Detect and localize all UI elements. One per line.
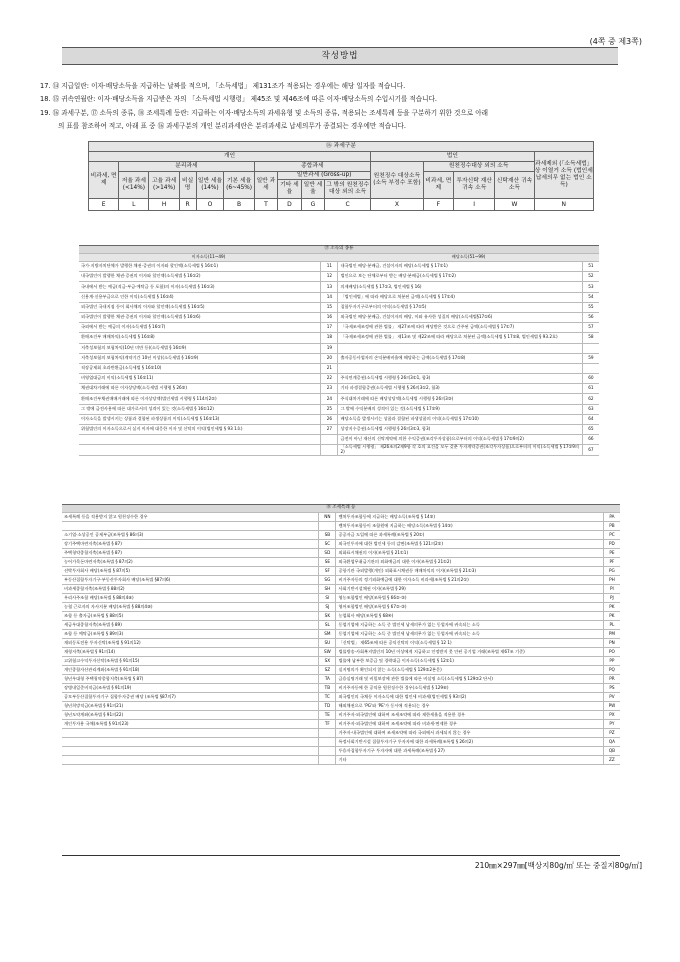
table-row [62,747,620,756]
table-row [62,630,620,639]
table-row [62,558,620,567]
left-code [319,756,336,765]
right-description: 거주자·내국법인에 대하여 조세조약에 따라 국외에서 과세되지 않는 경우 [336,729,603,738]
separate-taxation-header: 분리과세 [119,162,254,172]
left-description: 소기업·소상공인 공제부금(조특법 § 86의3) [62,531,319,540]
left-code: SL [319,621,336,630]
right-code: 60 [582,374,599,384]
table-row [79,282,599,292]
left-description [62,756,319,765]
tax-class-code: N [534,199,593,211]
left-description [79,435,321,445]
right-description: 영농조합법인 배당(조특법 § 66②·③) [336,594,603,603]
right-description: 법률에 납부한 보증금 및 경락대금 이자소득(소득세법 § 12①1) [336,657,603,666]
right-code: PA [603,513,620,522]
right-description: 출자공동사업자의 손익분배비율에 해당하는 금액(소득세법 § 17①8) [338,353,582,363]
table-row [62,567,620,576]
table-row [79,333,599,343]
left-description: 국가·지방자치단체가 발행한 채권·증권의 이자와 할인액(소득세법 § 16①1) [79,262,321,272]
left-code: 23 [321,384,338,394]
other-rate-header: 기타 세율 [278,180,302,199]
section-title: 작성방법 [62,47,618,65]
table-row [62,648,620,657]
tax-class-code: D [278,199,302,211]
table-row [62,675,620,684]
left-code: 13 [321,282,338,292]
right-description: 비거주자·외국법인에 대하여 조세조약에 따라 비과세·면제한 경우 [336,720,603,729]
table-row [62,594,620,603]
left-code: 11 [321,262,338,272]
right-description: 사회기반시설채권 이자(조특법 § 29) [336,585,603,594]
tax-class-code: X [371,199,424,211]
tax-class-code: L [119,199,149,211]
tax-class-code: C [325,199,371,211]
right-code: PL [603,621,620,630]
left-code: SE [319,558,336,567]
table-row [79,404,599,414]
right-description: 법률방송·사회복지법인의 10년 이상에게 지급하고 인정받지 못 안된 공기업 거래(조특법 제67조 기준) [336,648,603,657]
table-row [62,522,620,531]
table-row [62,702,620,711]
left-description: 조합 등 출자금(조특법 § 88의5) [62,612,319,621]
left-code: 27 [321,425,338,435]
left-code [321,445,338,456]
left-description: 국외에서 받는 예금의 이자(소득세법 § 16①7) [79,323,321,333]
right-description: 기타 파생결합증권(소득세법 시행령 § 26의3①2, 합3) [338,384,582,394]
left-code [319,747,336,756]
corp-nonresident-header: 비과세, 면제 [423,172,453,199]
left-description: 우리사주조합 배당(조특법 § 88의4⑨) [62,594,319,603]
income-types-caption: ⑰ 소득의 종류 [79,246,599,254]
table-row [79,363,599,373]
tax-exempt-header: 과세제외 (「소득세법」상 이열거 소득 (법인세 납세의무 없는 법인 소득) [534,152,593,199]
right-description: 동업기업에 지급하는 소득 중 법인세 납세의무가 없는 동업자에 귀속되는 소득 [336,621,603,630]
left-description: 환매조건부채권매매거래에 따른 이자상당액(법인세법 시행령 § 114의2②) [79,394,321,404]
withholding-target-header: 원천징수 대상소득 (소득 부정수 포함) [371,162,424,199]
left-code: SW [319,648,336,657]
table-row [79,374,599,384]
right-code: 57 [582,323,599,333]
left-code: SJ [319,603,336,612]
right-description: 벤처투자조합등이 조합원에 지급하는 배당소득(조특법 § 14③) [336,522,603,531]
right-description: 집합투자기구로부터의 이익(소득세법 § 17①5) [338,302,582,312]
table-row [79,384,599,394]
left-description: 주택청약종합저축(조특법 § 87) [62,549,319,558]
table-row [62,585,620,594]
nonresident-header: 비과세, 면제 [89,162,119,199]
right-code: PV [603,693,620,702]
tax-class-caption: ⑯ 과세구분 [89,142,594,152]
table-row [62,720,620,729]
right-code: QB [603,747,620,756]
left-description: 조세특례 등을 적용받지 않고 원천징수한 경우 [62,513,319,522]
right-description: 그 밖에 수익분배의 성격이 있는 것(소득세법 § 17①9) [338,404,582,414]
tax-special-caption: ⑱ 조세특례 등 [62,505,620,513]
right-description: 외화표시채권의 이자(조특법 § 21①1) [336,549,603,558]
right-description: 비거주자·외국법인에 대하여 조세조약에 따라 제한세율을 적용한 경우 [336,711,603,720]
left-description: 재형저축(조특법 § 91의14) [62,648,319,657]
left-code: 25 [321,404,338,414]
comprehensive-header: 종합과세 [254,162,370,172]
right-description: 동업기업에 지급하는 소득 중 법인세 납세의무가 없는 동업자에 귀속되는 소득 [336,630,603,639]
right-description: 의제배당(소득세법 § 17①3, 법인세법 § 16) [338,282,582,292]
right-code [582,363,599,373]
right-description: 주식연계증권(소득세법 시행령 § 26의3①1, 합3) [338,374,582,384]
right-code: PD [603,540,620,549]
table-row [62,666,620,675]
withholding-excluded-header: 원천징수대상 외의 소득 [423,162,534,172]
left-code [319,738,336,747]
right-description: 법인으로 보는 단체로부터 받는 배당·분배금(소득세법 § 17①2) [338,272,582,282]
right-code: 54 [582,292,599,302]
note-18: 18. ⑮ 귀속연월란: 이자·배당소득을 지급받은 자의 「소득세법 시행령」 제45조 및 제46조에 따른 이자·배당소득의 수입시기를 적습니다. [40,95,438,104]
left-code: SC [319,540,336,549]
right-code: 56 [582,312,599,322]
low-rate-header: 저율 과세 (<14%) [119,172,149,199]
table-row [62,693,620,702]
table-row [79,262,599,272]
left-description: 신용계·신용부금으로 인한 이익(소득세법 § 16①4) [79,292,321,302]
right-description: 외국환업무취급기관의 외화예금의 대한 이자(조특법 § 21①2) [336,558,603,567]
left-description: 고위험고수익투자신탁(조특법 § 91의15) [62,657,319,666]
left-description: 농어가목돈마련저축(조특법 § 87의2) [62,558,319,567]
tax-class-codes [89,199,594,211]
right-description: 외국법인의 국채등 이자소득에 대한 법인세 비과세(법인세법 § 93의2) [336,693,603,702]
left-code: SH [319,585,336,594]
right-code: PN [603,639,620,648]
right-description: 비거주자등에 한 공익용 원천징수한 경우(소득세법 § 129⑥) [336,684,603,693]
table-row [62,549,620,558]
general-tax-header: 일반 과세 [254,172,278,199]
left-code: 15 [321,302,338,312]
left-code: SZ [319,666,336,675]
right-code: 64 [582,414,599,424]
table-row [62,603,620,612]
left-description: 청년도약계좌(조특법 § 91의22) [62,711,319,720]
right-description: 금융실명거래 및 비밀보장에 관한 법률에 따른 비실명 소득(소득세법 § 129②2 단서) [336,675,603,684]
note-19: 19. ⑯ 과세구분, ⑰ 소득의 종류, ⑱ 조세특례 등란: 지급하는 이자·배당소득의 과세유형 및 소득의 종류, 적용되는 조세특례 등을 구분하기 위한 것으로 아래 [40,108,488,117]
left-description: 위험법인의 이자소득으로서 실지 이자에 대응한 이자 및 신탁의 이익(법인세법 § 93 1호) [79,425,321,435]
left-description: 선박투자회사 배당(조특법 § 87의5) [62,567,319,576]
trust-property-header: 신탁재산 귀속소득 [495,172,534,199]
left-description [62,522,319,531]
right-code: PK [603,612,620,621]
left-description: 환매조건부 매매차익(소득세법 § 16①8) [79,333,321,343]
left-description: 국내에서 받는 예금(적금·부금·예탁금 등 포함)의 이자(소득세법 § 16①3) [79,282,321,292]
general-rate-header: 일반 세율 (14%) [196,172,224,199]
left-code: 17 [321,323,338,333]
table-row [79,312,599,322]
left-description: 청년희망적금(조특법 § 91의21) [62,702,319,711]
left-code: NN [319,513,336,522]
left-description: 개인종합자산관리계좌(조특법 § 91의18) [62,666,319,675]
table-row [62,540,620,549]
right-code: 65 [582,425,599,435]
right-code: 62 [582,394,599,404]
right-description [338,343,582,353]
right-code: PC [603,531,620,540]
table-row [62,639,620,648]
table-row [62,729,620,738]
right-code: PY [603,720,620,729]
table-row [79,292,599,302]
right-code: 59 [582,353,599,363]
table-row [62,657,620,666]
tax-class-code: T [254,199,278,211]
left-code: TC [319,693,336,702]
left-code [319,522,336,531]
left-code: TF [319,720,336,729]
other-withholding-header: 그 밖의 원천징수대상 외의 소득 [325,180,371,199]
table-row [79,445,599,456]
left-description: 외국법인이 발행한 채권·증권의 이자와 할인액(소득세법 § 16①6) [79,312,321,322]
left-code: SF [319,567,336,576]
right-code: 63 [582,404,599,414]
table-row [62,612,620,621]
right-code: PB [603,522,620,531]
tax-class-code: R [179,199,196,211]
gross-up-header: 일반과세 (Gross-up) [278,172,371,180]
table-row [79,302,599,312]
right-description: 공항기관 국외발행(개인) 외화표시채권등 매매차익의 이자(조특법 § 21①3) [336,567,603,576]
right-code: PK [603,603,620,612]
left-code: TB [319,684,336,693]
left-code: TD [319,702,336,711]
table-row [62,756,620,765]
right-code: 52 [582,272,599,282]
left-description: 재외동포전용 투자신탁(조특법 § 91의12) [62,639,319,648]
left-description: 외국법인 국내지점 등이 회사채의 이자와 할인액(소득세법 § 16①5) [79,302,321,312]
bottom-rule [62,855,620,856]
right-description: 「국제조세조정에 관한 법률」 제27조에 따라 배당받은 것으로 간주된 금액(소득세법 § 17①7) [338,323,582,333]
table-row [62,576,620,585]
left-description: 개인투자용 국채(조특법 § 91의23) [62,720,319,729]
right-description: 주식대차거래에 따른 배당상당액(소득세법 시행령 § 26의3③) [338,394,582,404]
right-description: 비거주자등의 정기외화예금에 대한 이자소득 비과세(조특법 § 21의2①) [336,576,603,585]
right-code [582,343,599,353]
left-code: SD [319,549,336,558]
left-code: 24 [321,394,338,404]
right-description: 「신탁법」 제65조에 따른 공익신탁의 이익(소득세법 § 12 1) [336,639,603,648]
left-description: 농협 근로자의 자사지분 배당(조특법 § 88의4⑩) [62,603,319,612]
left-description: 청년우대형 주택청약종합저축(조특법 § 87) [62,675,319,684]
high-rate-header: 고율 과세 (>14%) [149,172,179,199]
tax-class-code: F [423,199,453,211]
tax-class-code: G [301,199,325,211]
right-code: PE [603,549,620,558]
left-code: 16 [321,312,338,322]
left-description: 장병내일준비적금(조특법 § 91의19) [62,684,319,693]
left-description: 직장공제회 초과반환금(소득세법 § 16①10) [79,363,321,373]
right-description: 상장지수증권(소득세법 시행령 § 26의3①3, 합3) [338,425,582,435]
right-description [338,363,582,373]
tax-classification-table [88,141,594,211]
table-row [79,425,599,435]
table-row [79,353,599,363]
right-description: 공공자금 도입에 따른 과세특례(조특법 § 20①) [336,531,603,540]
left-code: 22 [321,374,338,384]
left-description: 저축성보험의 보험차익(계약기간 10년 이상)(소득세법 § 16①9) [79,353,321,363]
paper-spec: 210㎜×297㎜[백상지80g/㎡ 또는 중질지80g/㎡] [474,861,642,870]
right-description: 영어조합법인 배당(조특법 § 67②·③) [336,603,603,612]
right-code: PR [603,675,620,684]
left-code: 20 [321,353,338,363]
left-code [319,729,336,738]
left-code: 18 [321,333,338,343]
table-row [62,738,620,747]
right-description: 「소득세법 시행령」 제26조의2제9항 각 호의 요건을 모두 갖춘 투자계약증권(조각투자상품)으로부터의 이익(소득세법 § 17①9의2) [338,445,582,456]
nonreal-name-header: 비실명 [179,172,196,199]
table-row [79,394,599,404]
left-code: SI [319,594,336,603]
left-code: SX [319,657,336,666]
right-code: 55 [582,302,599,312]
right-description: 외국인투자에 대한 법인세 등의 감면(조특법 § 121의2①) [336,540,603,549]
right-description: 내국법인 배당·분배금, 건설이자의 배당(소득세법 § 17①1) [338,262,582,272]
page-number: (4쪽 중 제3쪽) [589,37,642,46]
table-row [79,343,599,353]
left-description: 이자소득을 발생시키는 상품과 결합된 파생상품의 이익(소득세법 § 16①13) [79,414,321,424]
right-description: 농업회사 배당(조특법 § 68④) [336,612,603,621]
table-row [62,621,620,630]
right-description: 벤처투자조합등에 지급하는 배당소득(조특법 § 14③) [336,513,603,522]
income-types-table [79,245,599,456]
left-code: SB [319,531,336,540]
left-code: 19 [321,343,338,353]
right-code: PG [603,567,620,576]
right-description: 외국법인 배당·분배금, 건설이자의 배당, 이와 유사한 성질의 배당(소득세법§17①6) [338,312,582,322]
table-row [62,711,620,720]
right-description: 해외채권으로 'PG'와 'PE'가 동시에 적용되는 경우 [336,702,603,711]
instructions [40,81,640,134]
table-row [62,684,620,693]
left-code: SK [319,612,336,621]
right-code: PM [603,630,620,639]
left-code: 26 [321,414,338,424]
left-description [62,738,319,747]
left-code: SM [319,630,336,639]
left-description: 조합 등 예탁금(조특법 § 89의3) [62,630,319,639]
tax-class-code: B [224,199,254,211]
tax-class-code: W [495,199,534,211]
right-description: 특정사회기반시설 집합투자기구 투자자에 대한 과세특례(조특법 § 26의2) [336,738,603,747]
left-description: 비영업대금의 이익(소득세법 § 16①11) [79,374,321,384]
right-code: PH [603,576,620,585]
right-code: 53 [582,282,599,292]
basic-rate-header: 기본 세율 (6~45%) [224,172,254,199]
right-description: 「국제조세조정에 관한 법률」 제13조 및 제22조에 따라 배당으로 처분된 금액(소득세법 § 17①8, 법인세법 § 93.2호) [338,333,582,343]
left-code: TE [319,711,336,720]
interest-income-header: 이자소득(11~49) [79,254,338,262]
left-description: 그 밖에 금전사용에 따른 대가로서의 성격이 있는 것(소득세법 § 16①12) [79,404,321,414]
investment-trust-header: 투자신탁 재산 귀속 소득 [453,172,494,199]
right-code: PW [603,702,620,711]
right-code: 61 [582,384,599,394]
right-code: PJ [603,594,620,603]
left-description [62,729,319,738]
right-code: PS [603,684,620,693]
left-code: 12 [321,272,338,282]
tax-special-table [62,504,620,765]
right-code: 51 [582,262,599,272]
tax-class-code: I [453,199,494,211]
table-row [79,272,599,282]
left-code: 14 [321,292,338,302]
right-description: 기타 [336,756,603,765]
left-description: 비과세종합저축(조특법 § 88의2) [62,585,319,594]
right-code: 67 [582,445,599,456]
left-code: SU [319,639,336,648]
left-description: 내국법인이 발행한 채권·증권의 이자와 할인액(소득세법 § 16①2) [79,272,321,282]
left-description: 세금우대종합저축(조특법 § 89) [62,621,319,630]
tax-class-code: H [149,199,179,211]
left-code [321,435,338,445]
table-row [79,414,599,424]
table-row [62,531,620,540]
right-code: PF [603,558,620,567]
right-description: 실지명의가 확인되지 않는 소득(소득세법 § 129②2본문) [336,666,603,675]
note-19-cont: 의 표를 참조하여 적고, 아래 표 중 ⑯ 과세구분의 개인 분리과세란은 분리과세로 납세의무가 종결되는 경우에만 적습니다. [58,121,406,130]
tax-class-code: E [89,199,119,211]
left-description: 공모부동산집합투자기구 집합투자증권 배당 (조특법 §87의7) [62,693,319,702]
right-code: PP [603,657,620,666]
left-description: 채권대차거래에 따른 이자상당액(소득세법 시행령 § 26③) [79,384,321,394]
general-rate2-header: 일반 세율 [301,180,325,199]
right-code: 58 [582,333,599,343]
right-description: 투융자집합투자기구 투자자에 대한 과세특례(조특법 § 27) [336,747,603,756]
left-code: TA [319,675,336,684]
right-code: PZ [603,729,620,738]
right-description: 금전이 아닌 재산의 신탁계약에 의한 수익증권(조각투자상품)으로부터의 이익(소득세법 § 17①9의2) [338,435,582,445]
left-description: 저축성보험의 보험차익(10년 미만 등)(소득세법 § 16①9) [79,343,321,353]
right-code: QA [603,738,620,747]
tax-class-code: O [196,199,224,211]
right-code: PX [603,711,620,720]
right-code: PI [603,585,620,594]
corporation-header: 법인 [371,152,534,162]
right-description: 「법인세법」에 따라 배당으로 처분된 금액(소득세법 § 17①4) [338,292,582,302]
table-row [79,323,599,333]
left-description [79,445,321,456]
dividend-income-header: 배당소득(51~99) [338,254,599,262]
right-code: PO [603,648,620,657]
individual-header: 개인 [89,152,371,162]
left-description [62,747,319,756]
right-code: PQ [603,666,620,675]
left-description: 부동산집합투자기구·부동산투자회사 배당(조특법 §87의6) [62,576,319,585]
right-description: 배당소득을 발생시키는 상품과 결합된 파생상품의 이익(소득세법 § 17①10) [338,414,582,424]
table-row [62,513,620,522]
left-description: 장기주택마련저축(조특법 § 87) [62,540,319,549]
note-17: 17. ⑭ 지급일란: 이자·배당소득을 지급하는 날짜를 적으며, 「소득세법」 제131조가 적용되는 경우에는 해당 일자를 적습니다. [40,82,406,90]
right-code: 66 [582,435,599,445]
left-code: 21 [321,363,338,373]
left-code: SG [319,576,336,585]
right-code: ZZ [603,756,620,765]
